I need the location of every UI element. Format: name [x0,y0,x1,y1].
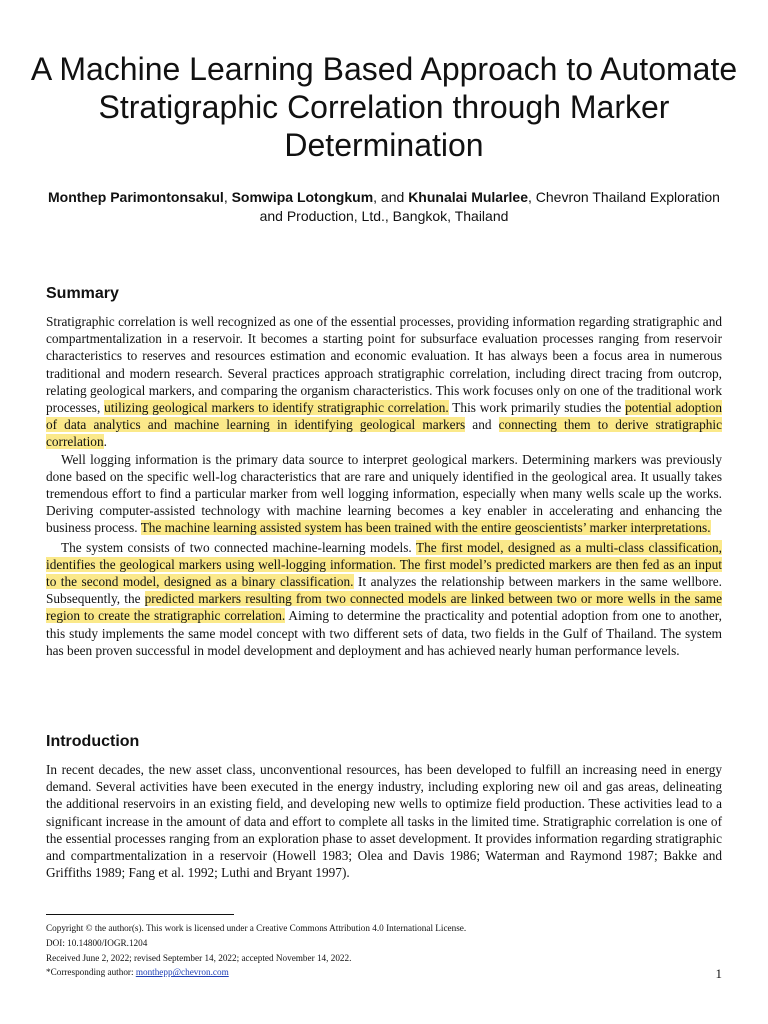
text-run: The system consists of two connected machine-learning models. [61,539,416,555]
text-run: Stratigraphic correlation is well recognized as one of the essential processes, providing information regarding stratigraphic and compartmentalization in a reservoir. It becomes a starting point for subsurface evaluation processes ranging from reservoir characteristics to reserves and resources estimation and economic evaluation. It has always been a focus area in numerous traditional and modern research. Several practices approach stratigraphic correlation, including direct tracing from outcrop, relating geological markers, and comparing the organism characteristics. This work focuses only on one of the traditional work processes, [46,314,722,416]
doi: DOI: 10.14800/IOGR.1204 [46,937,148,948]
introduction-paragraph: In recent decades, the new asset class, unconventional resources, has been developed to fulfill an increasing need in energy demand. Several activities have been executed in the energy industry, including exploring new oil and gas areas, delineating the additional reservoirs in an existing field, and developing new wells to optimize field production. These activities lead to a significant increase in the amount of data and effort to complete all tasks in the limited time. Stratigraphic correlation is one of the essential processes ranging from an exploration phase to asset development. It provides information regarding stratigraphic and compartmentalization in a reservoir (Howell 1983; Olea and Davis 1986; Waterman and Raymond 1987; Bakke and Griffiths 1989; Fang et al. 1992; Luthi and Bryant 1997). [46,762,722,881]
corresponding-label: *Corresponding author: [46,967,136,978]
summary-paragraph [46,539,722,659]
text-run: Aiming to determine the practicality and potential adoption from one to another, this study implements the same model concept with two different sets of data, two fields in the Gulf of Thailand. The system has been proven successful in model development and deployment and has achieved nearly human performance levels. [46,608,723,658]
author-separator: , [223,189,232,205]
text-run: Well logging information is the primary data source to interpret geological markers. Determining markers was previously done based on the specific well-log characteristics that are rare and uniquely identified in the geological area. It usually takes tremendous effort to find a particular marker from well logging information, especially when many wells scale up the works. Deriving computer-assisted technology with machine learning becomes a key enabler in accelerating and enhancing the business process. [46,451,722,536]
author-name: Khunalai Mularlee [408,189,528,205]
highlighted-text: The first model, designed as a multi-class classification, identifies the geological markers using well-logging information. The first model’s predicted markers are then fed as an input to the second model, designed as a binary classification. [46,539,722,590]
text-run: This work primarily studies the [448,400,626,416]
highlighted-text: The machine learning assisted system has been trained with the entire geoscientists’ marker interpretations. [140,520,711,536]
highlighted-text: predicted markers resulting from two connected models are linked between two or more wells in the same region to create the stratigraphic correlation. [46,591,722,624]
affiliation: , Chevron Thailand Exploration and Production, Ltd., Bangkok, Thailand [259,189,720,224]
text-run: . [103,434,107,450]
introduction-heading: Introduction [46,733,140,750]
copyright-notice: Copyright © the author(s). This work is licensed under a Creative Commons Attribution 4.0 International License. [46,923,467,933]
introduction-section [46,761,722,881]
summary-paragraph [46,313,722,451]
highlighted-text: utilizing geological markers to identify stratigraphic correlation. [104,400,449,416]
text-run: It analyzes the relationship between markers in the same wellbore. Subsequently, the [46,574,722,607]
summary-heading: Summary [46,285,119,302]
highlighted-text: potential adoption of data analytics and machine learning in identifying geological markers [46,400,723,433]
summary-section [46,313,722,659]
summary-paragraph [46,451,722,537]
email-link[interactable]: monthepp@chevron.com [135,967,229,978]
page-number: 1 [715,966,722,981]
text-run: and [465,417,499,433]
footnotes [46,921,646,980]
received-dates: Received June 2, 2022; revised September 14, 2022; accepted November 14, 2022. [46,952,352,963]
author-name: Somwipa Lotongkum [231,189,374,205]
author-name: Monthep Parimontonsakul [48,189,224,205]
author-separator: , and [373,189,409,205]
footnote-divider [46,914,234,915]
highlighted-text: connecting them to derive stratigraphic correlation [46,417,722,450]
author-line [40,188,728,226]
corresponding-author [46,965,646,980]
paper-title: A Machine Learning Based Approach to Automate Stratigraphic Correlation through Marker Determination [30,51,738,163]
